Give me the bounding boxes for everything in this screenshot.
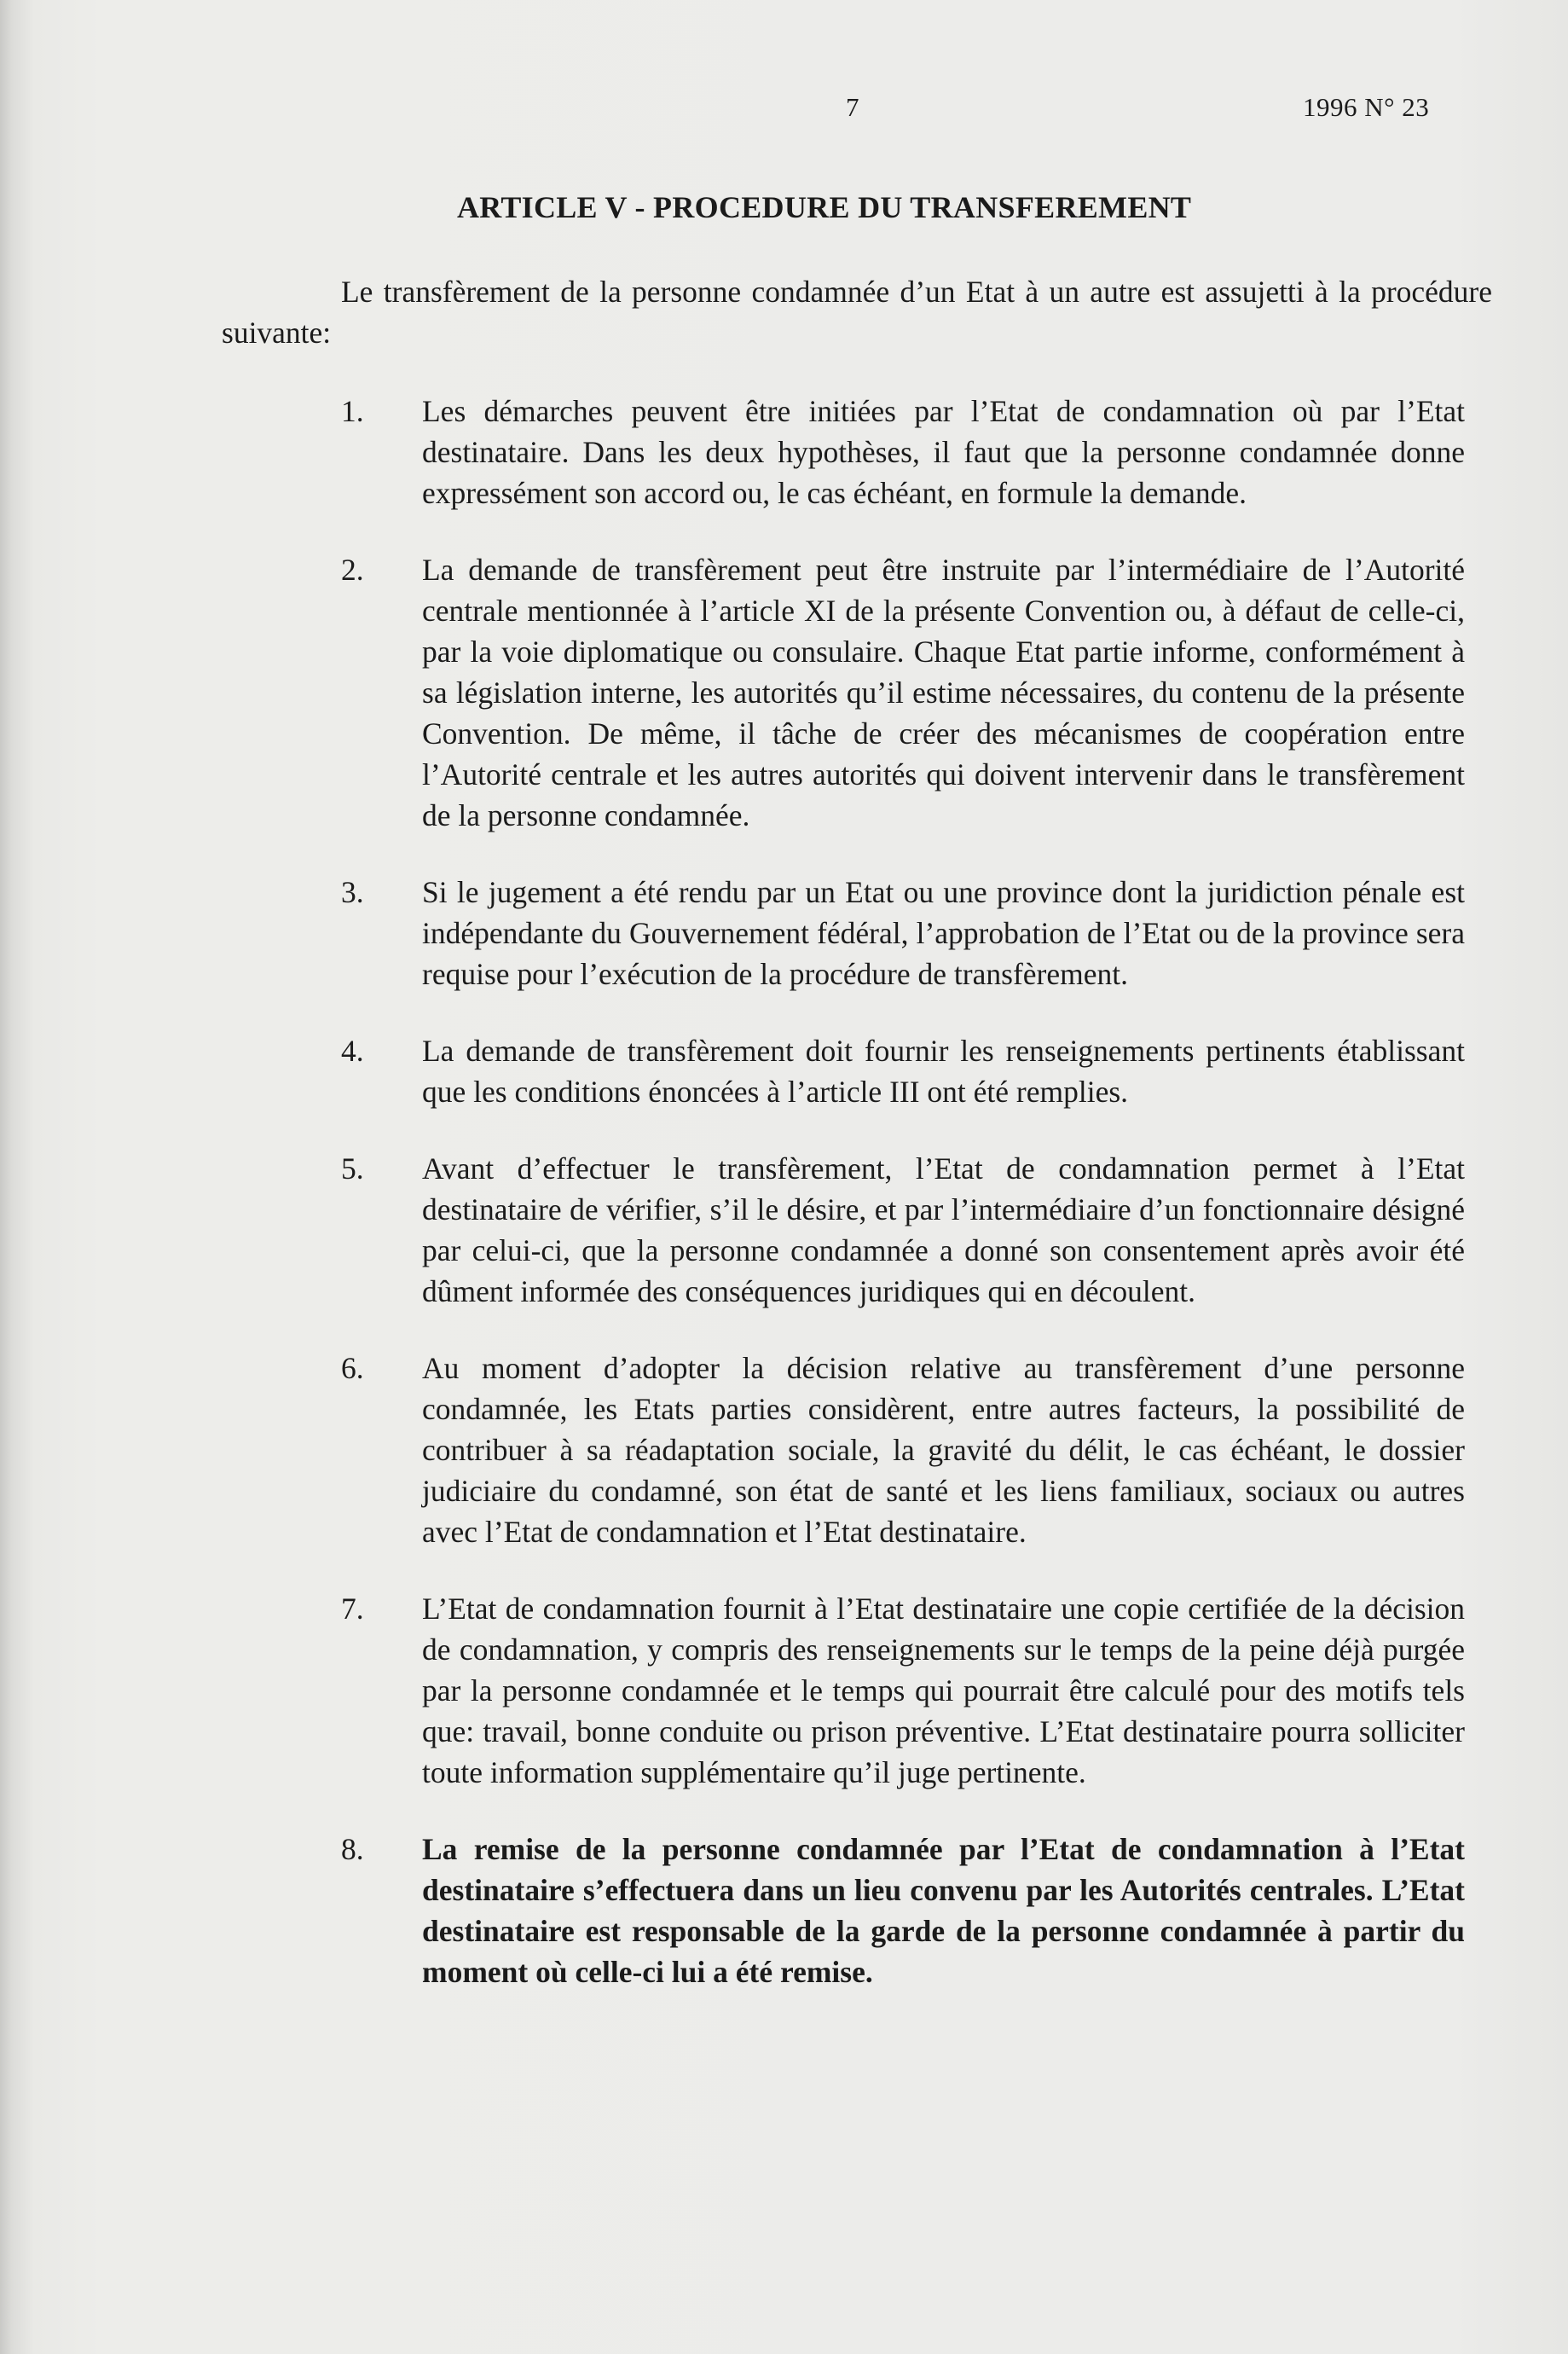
- list-item: [0, 1588, 1568, 1793]
- article-title: ARTICLE V - PROCEDURE DU TRANSFEREMENT: [457, 190, 1192, 224]
- list-item: [0, 1030, 1568, 1112]
- list-item-text: La demande de transfèrement doit fournir les renseignements pertinents établissant que les conditions énoncées à l’article III ont été remplies.: [422, 1034, 1465, 1109]
- list-item: [0, 1348, 1568, 1552]
- list-item: [0, 549, 1568, 836]
- list-item-text: La demande de transfèrement peut être instruite par l’intermédiaire de l’Autorité centrale mentionnée à l’article XI de la présente Convention ou, à défaut de celle-ci, par la voie diplomatique ou consulaire. Chaque Etat partie informe, conformément à sa législation interne, les autorités qu’il estime nécessaires, du contenu de la présente Convention. De même, il tâche de créer des mécanismes de coopération entre l’Autorité centrale et les autres autorités qui doivent intervenir dans le transfèrement de la personne condamnée.: [422, 553, 1465, 832]
- list-item-text: Les démarches peuvent être initiées par l’Etat de condamnation où par l’Etat destinataire. Dans les deux hypothèses, il faut que la personne condamnée donne expressément son accord ou, le cas échéant, en formule la demande.: [422, 394, 1465, 510]
- list-item-text: La remise de la personne condamnée par l’Etat de condamnation à l’Etat destinataire s’effectuera dans un lieu convenu par les Autorités centrales. L’Etat destinataire est responsable de la garde de la personne condamnée à partir du moment où celle-ci lui a été remise.: [422, 1832, 1465, 1989]
- list-item: [0, 1148, 1568, 1312]
- list-item-number: 5.: [341, 1151, 364, 1186]
- list-item-number: 8.: [341, 1832, 364, 1866]
- article-intro: Le transfèrement de la personne condamnée d’un Etat à un autre est assujetti à la procédure suivante:: [222, 275, 1492, 350]
- list-item: [0, 391, 1568, 513]
- list-item-number: 3.: [341, 875, 364, 909]
- list-item-number: 2.: [341, 553, 364, 587]
- list-item: [0, 872, 1568, 994]
- list-item-number: 7.: [341, 1592, 364, 1626]
- list-item-number: 1.: [341, 394, 364, 428]
- list-item-text: Si le jugement a été rendu par un Etat ou une province dont la juridiction pénale est indépendante du Gouvernement fédéral, l’approbation de l’Etat ou de la province sera requise pour l’exécution de la procédure de transfèrement.: [422, 875, 1465, 991]
- procedure-list: [0, 384, 1568, 1992]
- list-item-number: 6.: [341, 1351, 364, 1385]
- page-number: 7: [846, 92, 860, 122]
- list-item-text: Avant d’effectuer le transfèrement, l’Etat de condamnation permet à l’Etat destinataire de vérifier, s’il le désire, et par l’intermédiaire d’un fonctionnaire désigné par celui-ci, que la personne condamnée a donné son consentement après avoir été dûment informée des conséquences juridiques qui en découlent.: [422, 1151, 1465, 1308]
- list-item-number: 4.: [341, 1034, 364, 1068]
- document-reference: 1996 N° 23: [1303, 92, 1430, 122]
- list-item: [0, 1829, 1568, 1992]
- list-item-text: L’Etat de condamnation fournit à l’Etat destinataire une copie certifiée de la décision de condamnation, y compris des renseignements sur le temps de la peine déjà purgée par la personne condamnée et le temps qui pourrait être calculé pour des motifs tels que: travail, bonne conduite ou prison préventive. L’Etat destinataire pourra solliciter toute information supplémentaire qu’il juge pertinente.: [422, 1592, 1465, 1789]
- list-item-text: Au moment d’adopter la décision relative au transfèrement d’une personne condamnée, les Etats parties considèrent, entre autres facteurs, la possibilité de contribuer à sa réadaptation sociale, la gravité du délit, le cas échéant, le dossier judiciaire du condamné, son état de santé et les liens familiaux, sociaux ou autres avec l’Etat de condamnation et l’Etat destinataire.: [422, 1351, 1465, 1549]
